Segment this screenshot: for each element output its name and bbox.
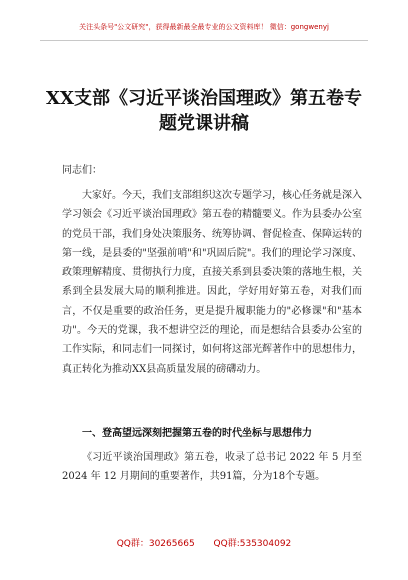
- footer-qq-group-1: QQ群：30265665: [116, 539, 195, 549]
- section-heading-1: 一、登高望远深刻把握第五卷的时代坐标与思想伟力: [82, 428, 312, 439]
- footer-qq-group-2: QQ群:535304092: [213, 539, 292, 549]
- footer: [0, 536, 408, 549]
- salutation: 同志们：: [62, 165, 102, 176]
- header-banner: 关注头条号"公文研究"，获得最新最全最专业的公文资料库！ 微信：gongwenyj: [79, 23, 329, 31]
- document-title: XX支部《习近平谈治国理政》第五卷专题党课讲稿: [46, 88, 362, 134]
- body-paragraph-1: 大家好。今天，我们支部组织这次专题学习，核心任务就是深入学习领会《习近平谈治国理政》第五卷的精髓要义。作为县委办公室的党员干部，我们身处决策服务、统筹协调、督促检查、保障运转的第一线，是县委的"坚强前哨"和"巩固后院"。我们的理论学习深度、政策理解精度、贯彻执行力度，直接关系到县委决策的落地生根，关系到全县发展大局的顺利推进。因此，学好用好第五卷，对我们而言，不仅是重要的政治任务，更是提升履职能力的"必修课"和"基本功"。今天的党课，我不想讲空泛的理论，而是想结合县委办公室的工作实际，和同志们一同探讨，如何将这部光辉著作中的思想伟力，真正转化为推动XX县高质量发展的磅礴动力。: [62, 190, 362, 375]
- body-paragraph-2: 《习近平谈治国理政》第五卷，收录了总书记 2022 年 5 月至 2024 年 12 月期间的重要著作，共91篇，分为18个专题。: [62, 452, 362, 483]
- header-divider: [40, 40, 368, 41]
